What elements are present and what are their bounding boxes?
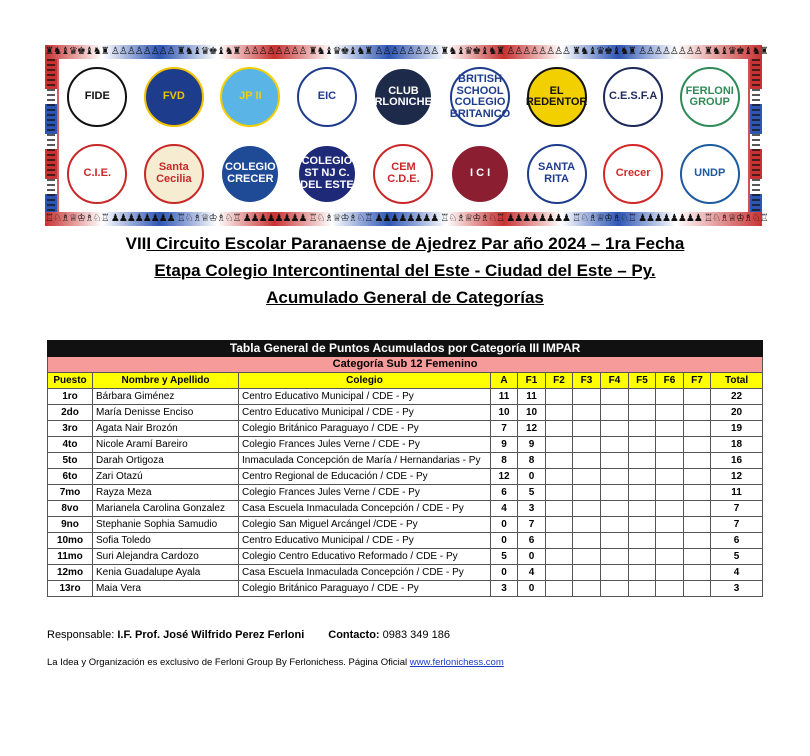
a-cell: 0 (491, 517, 518, 533)
f3-cell (573, 405, 601, 421)
f5-cell (629, 533, 656, 549)
f7-cell (684, 501, 711, 517)
name-cell: María Denisse Enciso (93, 405, 239, 421)
f2-cell (546, 549, 573, 565)
f1-cell: 11 (518, 389, 546, 405)
f6-cell (656, 437, 684, 453)
sponsor-logo (136, 136, 213, 213)
f4-cell (601, 549, 629, 565)
name-cell: Darah Ortigoza (93, 453, 239, 469)
a-cell: 12 (491, 469, 518, 485)
f6-cell (656, 405, 684, 421)
name-cell: Bárbara Giménez (93, 389, 239, 405)
title-line-2: Etapa Colegio Intercontinental del Este - Ciudad del Este – Py. (154, 261, 656, 280)
table-row (48, 565, 763, 581)
contacto-value: 0983 349 186 (379, 629, 450, 641)
total-cell: 7 (711, 501, 763, 517)
f7-cell (684, 405, 711, 421)
f6-cell (656, 533, 684, 549)
logo-emblem-icon: UNDP (680, 144, 740, 204)
chess-pieces-border-bottom: ♖♘♗♕♔♗♘♖ ♟♟♟♟♟♟♟♟ ♖♘♗♕♔♗♘♖ ♟♟♟♟♟♟♟♟ ♖♘♗♕♔♗♘♖ ♟♟♟♟♟♟♟♟ ♖♘♗♕♔♗♘♖ ♟♟♟♟♟♟♟♟ ♖♘♗♕♔♗♘♖ ♟♟♟♟♟♟♟♟ ♖♘♗♕♔♗♘♖ (45, 213, 768, 224)
f4-cell (601, 501, 629, 517)
table-title: Tabla General de Puntos Acumulados por Categoría III IMPAR (48, 341, 763, 357)
f5-cell (629, 549, 656, 565)
puesto-cell: 5to (48, 453, 93, 469)
f7-cell (684, 421, 711, 437)
f2-cell (546, 485, 573, 501)
logo-emblem-icon: FERLONI GROUP (680, 67, 740, 127)
f6-cell (656, 517, 684, 533)
puesto-cell: 6to (48, 469, 93, 485)
table-row (48, 469, 763, 485)
f4-cell (601, 405, 629, 421)
sponsor-logo (442, 136, 519, 213)
logo-emblem-icon: SANTA RITA (527, 144, 587, 204)
title-line-3: Acumulado General de Categorías (266, 288, 544, 307)
sponsor-logo (136, 59, 213, 136)
f7-cell (684, 469, 711, 485)
category-title: Categoría Sub 12 Femenino (48, 357, 763, 373)
logo-emblem-icon: JP II (220, 67, 280, 127)
f4-cell (601, 517, 629, 533)
name-cell: Kenia Guadalupe Ayala (93, 565, 239, 581)
sponsor-logo (595, 136, 672, 213)
total-cell: 22 (711, 389, 763, 405)
logo-emblem-icon: CLUB FERLONICHESS (373, 67, 433, 127)
f3-cell (573, 565, 601, 581)
sponsor-logo (518, 59, 595, 136)
a-cell: 0 (491, 565, 518, 581)
f2-cell (546, 405, 573, 421)
a-cell: 7 (491, 421, 518, 437)
f3-cell (573, 453, 601, 469)
total-cell: 11 (711, 485, 763, 501)
f1-cell: 12 (518, 421, 546, 437)
f7-cell (684, 533, 711, 549)
f5-cell (629, 421, 656, 437)
f3-cell (573, 389, 601, 405)
column-header: F4 (601, 373, 629, 389)
f4-cell (601, 533, 629, 549)
total-cell: 6 (711, 533, 763, 549)
f7-cell (684, 437, 711, 453)
table-row (48, 485, 763, 501)
logo-emblem-icon: COLEGIO CRECER (220, 144, 280, 204)
column-header: F3 (573, 373, 601, 389)
f1-cell: 8 (518, 453, 546, 469)
f4-cell (601, 389, 629, 405)
school-cell: Colegio Británico Paraguayo / CDE - Py (239, 421, 491, 437)
table-row (48, 437, 763, 453)
sponsor-logo (59, 136, 136, 213)
f1-cell: 0 (518, 549, 546, 565)
f2-cell (546, 469, 573, 485)
column-header: F6 (656, 373, 684, 389)
logo-emblem-icon: COLEGIO ST NJ C. DEL ESTE (297, 144, 357, 204)
organization-note: La Idea y Organización es exclusivo de Ferloni Group By Ferlonichess. Página Oficial www.ferlonichess.com (47, 657, 504, 668)
f5-cell (629, 469, 656, 485)
school-cell: Centro Educativo Municipal / CDE - Py (239, 533, 491, 549)
f1-cell: 10 (518, 405, 546, 421)
school-cell: Colegio Británico Paraguayo / CDE - Py (239, 581, 491, 597)
school-cell: Colegio Frances Jules Verne / CDE - Py (239, 485, 491, 501)
f7-cell (684, 549, 711, 565)
chess-pieces-border-right (750, 59, 762, 212)
puesto-cell: 1ro (48, 389, 93, 405)
school-cell: Colegio San Miguel Arcángel /CDE - Py (239, 517, 491, 533)
f1-cell: 4 (518, 565, 546, 581)
f7-cell (684, 517, 711, 533)
f2-cell (546, 533, 573, 549)
name-cell: Stephanie Sophia Samudio (93, 517, 239, 533)
sponsor-logo (365, 136, 442, 213)
table-row (48, 549, 763, 565)
f6-cell (656, 421, 684, 437)
name-cell: Nicole Aramí Bareiro (93, 437, 239, 453)
sponsor-logo (671, 59, 748, 136)
f1-cell: 9 (518, 437, 546, 453)
column-header: A (491, 373, 518, 389)
school-cell: Colegio Centro Educativo Reformado / CDE - Py (239, 549, 491, 565)
table-row (48, 453, 763, 469)
sponsor-logo (518, 136, 595, 213)
responsable-name: I.F. Prof. José Wilfrido Perez Ferloni (117, 629, 305, 641)
sponsor-logo (671, 136, 748, 213)
sponsor-logo (59, 59, 136, 136)
name-cell: Rayza Meza (93, 485, 239, 501)
total-cell: 19 (711, 421, 763, 437)
column-header: F5 (629, 373, 656, 389)
total-cell: 5 (711, 549, 763, 565)
logo-emblem-icon: EL REDENTOR (527, 67, 587, 127)
f3-cell (573, 501, 601, 517)
f4-cell (601, 581, 629, 597)
total-cell: 16 (711, 453, 763, 469)
logo-emblem-icon: EIC (297, 67, 357, 127)
f6-cell (656, 549, 684, 565)
table-header-row (48, 373, 763, 389)
a-cell: 10 (491, 405, 518, 421)
logo-emblem-icon: C.I.E. (67, 144, 127, 204)
table-row (48, 517, 763, 533)
sponsor-logo (289, 136, 366, 213)
sponsor-logo (212, 136, 289, 213)
logo-emblem-icon: CEM C.D.E. (373, 144, 433, 204)
f1-cell: 0 (518, 581, 546, 597)
contacto-label: Contacto: (328, 629, 380, 641)
puesto-cell: 3ro (48, 421, 93, 437)
f2-cell (546, 581, 573, 597)
table-row (48, 405, 763, 421)
f4-cell (601, 565, 629, 581)
a-cell: 5 (491, 549, 518, 565)
f6-cell (656, 469, 684, 485)
document-titles (0, 230, 810, 311)
f1-cell: 7 (518, 517, 546, 533)
f7-cell (684, 453, 711, 469)
logo-emblem-icon: FVD (144, 67, 204, 127)
logo-emblem-icon: Crecer (603, 144, 663, 204)
f2-cell (546, 565, 573, 581)
total-cell: 12 (711, 469, 763, 485)
chess-pieces-border-left (45, 59, 57, 212)
table-row (48, 501, 763, 517)
a-cell: 8 (491, 453, 518, 469)
f5-cell (629, 501, 656, 517)
a-cell: 9 (491, 437, 518, 453)
puesto-cell: 7mo (48, 485, 93, 501)
school-cell: Centro Educativo Municipal / CDE - Py (239, 405, 491, 421)
logo-emblem-icon: BRITISH SCHOOL COLEGIO BRITANICO (450, 67, 510, 127)
f6-cell (656, 389, 684, 405)
f7-cell (684, 485, 711, 501)
f3-cell (573, 517, 601, 533)
puesto-cell: 13ro (48, 581, 93, 597)
f6-cell (656, 485, 684, 501)
column-header: F1 (518, 373, 546, 389)
f6-cell (656, 565, 684, 581)
f6-cell (656, 501, 684, 517)
table-row (48, 581, 763, 597)
chess-pieces-border-top: ♜♞♝♛♚♝♞♜ ♙♙♙♙♙♙♙♙ ♜♞♝♛♚♝♞♜ ♙♙♙♙♙♙♙♙ ♜♞♝♛♚♝♞♜ ♙♙♙♙♙♙♙♙ ♜♞♝♛♚♝♞♜ ♙♙♙♙♙♙♙♙ ♜♞♝♛♚♝♞♜ ♙♙♙♙♙♙♙♙ ♜♞♝♛♚♝♞♜ (45, 46, 768, 57)
f5-cell (629, 581, 656, 597)
f1-cell: 6 (518, 533, 546, 549)
a-cell: 4 (491, 501, 518, 517)
puesto-cell: 12mo (48, 565, 93, 581)
f1-cell: 0 (518, 469, 546, 485)
logo-emblem-icon: FIDE (67, 67, 127, 127)
sponsor-logo (360, 59, 447, 136)
f4-cell (601, 421, 629, 437)
f7-cell (684, 581, 711, 597)
logo-emblem-icon: C.E.S.F.A (603, 67, 663, 127)
name-cell: Zari Otazú (93, 469, 239, 485)
name-cell: Suri Alejandra Cardozo (93, 549, 239, 565)
f3-cell (573, 533, 601, 549)
sponsor-logo (289, 59, 366, 136)
f4-cell (601, 469, 629, 485)
f5-cell (629, 485, 656, 501)
column-header: Colegio (239, 373, 491, 389)
f4-cell (601, 437, 629, 453)
logo-emblem-icon: I C I (450, 144, 510, 204)
puesto-cell: 8vo (48, 501, 93, 517)
logo-emblem-icon: Santa Cecilia (144, 144, 204, 204)
name-cell: Agata Nair Brozón (93, 421, 239, 437)
school-cell: Casa Escuela Inmaculada Concepción / CDE - Py (239, 565, 491, 581)
puesto-cell: 4to (48, 437, 93, 453)
f4-cell (601, 485, 629, 501)
puesto-cell: 2do (48, 405, 93, 421)
f2-cell (546, 389, 573, 405)
f5-cell (629, 405, 656, 421)
f2-cell (546, 517, 573, 533)
f5-cell (629, 565, 656, 581)
a-cell: 11 (491, 389, 518, 405)
standings-table (47, 340, 763, 597)
f1-cell: 3 (518, 501, 546, 517)
puesto-cell: 9no (48, 517, 93, 533)
a-cell: 6 (491, 485, 518, 501)
website-link[interactable]: www.ferlonichess.com (409, 657, 504, 668)
column-header: Puesto (48, 373, 93, 389)
table-row (48, 389, 763, 405)
school-cell: Centro Educativo Municipal / CDE - Py (239, 389, 491, 405)
school-cell: Inmaculada Concepción de María / Hernandarias - Py (239, 453, 491, 469)
f6-cell (656, 453, 684, 469)
total-cell: 20 (711, 405, 763, 421)
f5-cell (629, 453, 656, 469)
responsable-line: Responsable: I.F. Prof. José Wilfrido Perez Ferloni Contacto: 0983 349 186 (47, 629, 450, 641)
a-cell: 0 (491, 533, 518, 549)
f4-cell (601, 453, 629, 469)
puesto-cell: 10mo (48, 533, 93, 549)
f3-cell (573, 469, 601, 485)
column-header: F2 (546, 373, 573, 389)
f2-cell (546, 421, 573, 437)
school-cell: Colegio Frances Jules Verne / CDE - Py (239, 437, 491, 453)
f3-cell (573, 549, 601, 565)
f5-cell (629, 437, 656, 453)
f6-cell (656, 581, 684, 597)
column-header: F7 (684, 373, 711, 389)
sponsor-logos-banner (45, 45, 768, 226)
name-cell: Maia Vera (93, 581, 239, 597)
logo-grid (59, 59, 748, 212)
total-cell: 7 (711, 517, 763, 533)
puesto-cell: 11mo (48, 549, 93, 565)
school-cell: Centro Regional de Educación / CDE - Py (239, 469, 491, 485)
f5-cell (629, 517, 656, 533)
table-row (48, 533, 763, 549)
f1-cell: 5 (518, 485, 546, 501)
f3-cell (573, 421, 601, 437)
f3-cell (573, 485, 601, 501)
f2-cell (546, 501, 573, 517)
total-cell: 18 (711, 437, 763, 453)
column-header: Nombre y Apellido (93, 373, 239, 389)
column-header: Total (711, 373, 763, 389)
f3-cell (573, 581, 601, 597)
total-cell: 3 (711, 581, 763, 597)
f3-cell (573, 437, 601, 453)
f5-cell (629, 389, 656, 405)
sponsor-logo (442, 59, 519, 136)
a-cell: 3 (491, 581, 518, 597)
f7-cell (684, 565, 711, 581)
table-row (48, 421, 763, 437)
sponsor-logo (212, 59, 289, 136)
sponsor-logo (595, 59, 672, 136)
name-cell: Sofia Toledo (93, 533, 239, 549)
f2-cell (546, 453, 573, 469)
f7-cell (684, 389, 711, 405)
f2-cell (546, 437, 573, 453)
title-line-1: VIII Circuito Escolar Paranaense de Ajedrez Par año 2024 – 1ra Fecha (125, 234, 685, 253)
total-cell: 4 (711, 565, 763, 581)
name-cell: Marianela Carolina Gonzalez (93, 501, 239, 517)
school-cell: Casa Escuela Inmaculada Concepción / CDE - Py (239, 501, 491, 517)
